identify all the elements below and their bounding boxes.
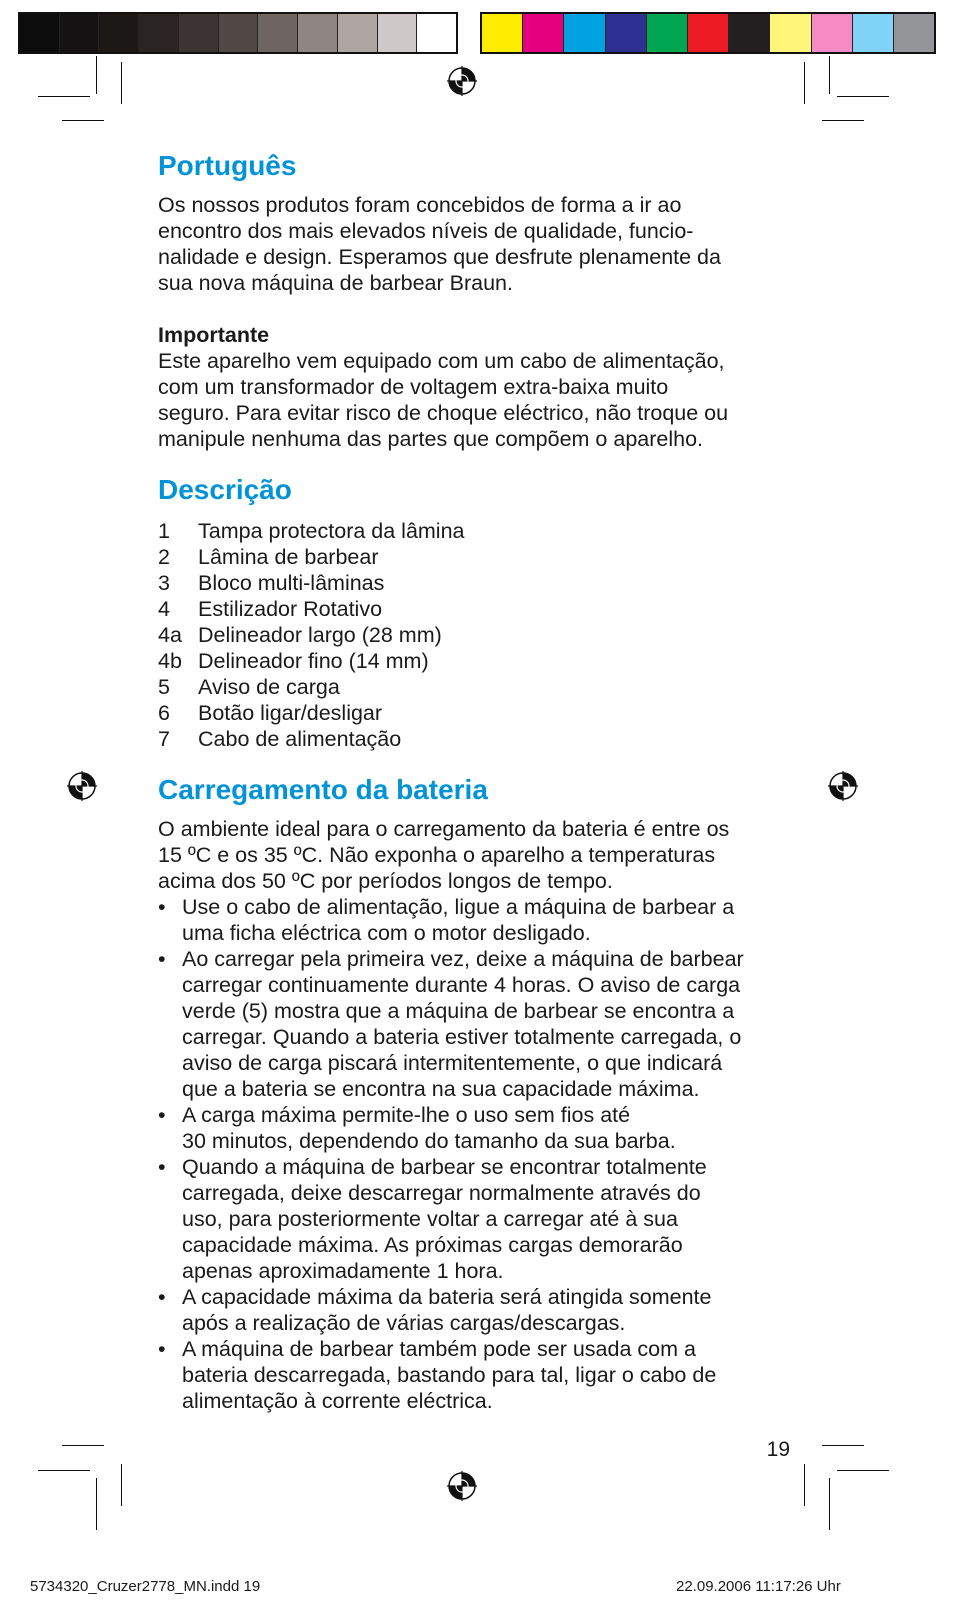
bullet-text	[182, 894, 734, 946]
list-item	[158, 622, 798, 648]
footer-timestamp: 22.09.2006 11:17:26 Uhr	[676, 1578, 841, 1595]
important-label: Importante	[158, 323, 270, 347]
text-line: Use o cabo de alimentação, ligue a máquina de barbear a	[182, 895, 735, 919]
swatch	[417, 14, 456, 52]
list-item-text: Aviso de carga	[198, 675, 340, 699]
bullet-item	[158, 894, 798, 946]
charging-bullet-list	[158, 894, 798, 1414]
swatch	[729, 14, 770, 52]
bullet-icon: •	[158, 895, 166, 919]
crop-mark	[804, 62, 805, 104]
list-item-number: 7	[158, 727, 170, 751]
text-line: O ambiente ideal para o carregamento da bateria é entre os	[158, 817, 730, 841]
text-line: nalidade e design. Esperamos que desfrute plenamente da	[158, 245, 721, 269]
registration-mark-icon	[447, 66, 477, 96]
text-line: acima dos 50 ºC por períodos longos de tempo.	[158, 869, 613, 893]
text-line: carregada, deixe descarregar normalmente através do	[182, 1181, 701, 1205]
list-item-text: Botão ligar/desligar	[198, 701, 383, 725]
swatch	[770, 14, 811, 52]
bullet-item	[158, 946, 798, 1102]
crop-mark	[822, 1445, 864, 1446]
bullet-icon: •	[158, 1155, 166, 1179]
text-line: bateria descarregada, bastando para tal, ligar o cabo de	[182, 1363, 717, 1387]
swatch	[647, 14, 688, 52]
text-line: sua nova máquina de barbear Braun.	[158, 271, 513, 295]
crop-mark	[837, 1470, 889, 1471]
crop-mark	[829, 1478, 830, 1530]
list-item	[158, 700, 798, 726]
swatch	[20, 14, 60, 52]
list-item-number: 6	[158, 701, 170, 725]
crop-mark	[829, 56, 830, 94]
text-line: verde (5) mostra que a máquina de barbear se encontra a	[182, 999, 735, 1023]
bullet-text	[182, 946, 744, 1102]
swatch	[60, 14, 100, 52]
swatch	[482, 14, 523, 52]
bullet-text	[182, 1284, 711, 1336]
bullet-item	[158, 1284, 798, 1336]
swatch	[523, 14, 564, 52]
crop-mark	[837, 96, 889, 97]
list-item	[158, 570, 798, 596]
crop-mark	[121, 62, 122, 104]
bullet-icon: •	[158, 1337, 166, 1361]
bullet-icon: •	[158, 947, 166, 971]
list-item-text: Cabo de alimentação	[198, 727, 402, 751]
page-number: 19	[766, 1438, 790, 1461]
swatch	[812, 14, 853, 52]
text-line: A carga máxima permite-lhe o uso sem fios até	[182, 1103, 631, 1127]
list-item	[158, 674, 798, 700]
text-line: Este aparelho vem equipado com um cabo de alimentação,	[158, 349, 725, 373]
swatch	[99, 14, 139, 52]
list-item-text: Delineador largo (28 mm)	[198, 623, 442, 647]
text-line: manipule nenhuma das partes que compõem o aparelho.	[158, 427, 704, 451]
crop-mark	[62, 1445, 104, 1446]
swatch	[338, 14, 378, 52]
text-line: carregar. Quando a bateria estiver totalmente carregada, o	[182, 1025, 742, 1049]
list-item-number: 5	[158, 675, 170, 699]
text-line: com um transformador de voltagem extra-baixa muito	[158, 375, 669, 399]
list-item	[158, 648, 798, 674]
bullet-text	[182, 1102, 676, 1154]
text-line: A capacidade máxima da bateria será atingida somente	[182, 1285, 712, 1309]
bullet-text	[182, 1154, 707, 1284]
swatch	[139, 14, 179, 52]
text-line: 15 ºC e os 35 ºC. Não exponha o aparelho a temperaturas	[158, 843, 716, 867]
swatch	[298, 14, 338, 52]
bullet-item	[158, 1154, 798, 1284]
text-line: que a bateria se encontra na sua capacidade máxima.	[182, 1077, 700, 1101]
text-line: Os nossos produtos foram concebidos de forma a ir ao	[158, 193, 682, 217]
bullet-icon: •	[158, 1285, 166, 1309]
text-line: carregar continuamente durante 4 horas. O aviso de carga	[182, 973, 741, 997]
list-item	[158, 518, 798, 544]
text-line: após a realização de várias cargas/descargas.	[182, 1311, 626, 1335]
text-line: Quando a máquina de barbear se encontrar totalmente	[182, 1155, 707, 1179]
list-item-text: Estilizador Rotativo	[198, 597, 383, 621]
list-item-number: 4b	[158, 649, 182, 673]
page-content	[158, 148, 798, 1414]
crop-mark	[804, 1464, 805, 1506]
list-item-text: Lâmina de barbear	[198, 545, 379, 569]
parts-list	[158, 518, 798, 752]
section-heading-portugues: Português	[158, 150, 297, 181]
swatch	[219, 14, 259, 52]
list-item	[158, 544, 798, 570]
important-block	[158, 322, 798, 452]
swatch	[853, 14, 894, 52]
swatch	[378, 14, 418, 52]
list-item-number: 4	[158, 597, 170, 621]
crop-mark	[62, 120, 104, 121]
grayscale-calibration-bar	[18, 12, 458, 54]
text-line: 30 minutos, dependendo do tamanho da sua barba.	[182, 1129, 676, 1153]
bullet-icon: •	[158, 1103, 166, 1127]
color-calibration-bar	[480, 12, 936, 54]
swatch	[894, 14, 934, 52]
swatch	[606, 14, 647, 52]
bullet-text	[182, 1336, 716, 1414]
footer-filename: 5734320_Cruzer2778_MN.indd 19	[30, 1578, 261, 1595]
registration-mark-icon	[67, 771, 97, 801]
swatch	[258, 14, 298, 52]
text-line: A máquina de barbear também pode ser usada com a	[182, 1337, 696, 1361]
list-item-number: 1	[158, 519, 170, 543]
text-line: encontro dos mais elevados níveis de qualidade, funcio-	[158, 219, 694, 243]
swatch	[688, 14, 729, 52]
text-line: alimentação à corrente eléctrica.	[182, 1389, 493, 1413]
charging-intro	[158, 816, 798, 894]
crop-mark	[96, 56, 97, 94]
crop-mark	[38, 96, 90, 97]
list-item-text: Delineador fino (14 mm)	[198, 649, 429, 673]
bullet-item	[158, 1336, 798, 1414]
text-line: uma ficha eléctrica com o motor desligado.	[182, 921, 591, 945]
section-heading-carregamento: Carregamento da bateria	[158, 774, 488, 805]
swatch	[564, 14, 605, 52]
text-line: Ao carregar pela primeira vez, deixe a máquina de barbear	[182, 947, 744, 971]
list-item-text: Tampa protectora da lâmina	[198, 519, 465, 543]
section-heading-descricao: Descrição	[158, 474, 292, 505]
list-item-number: 3	[158, 571, 170, 595]
text-line: capacidade máxima. As próximas cargas demorarão	[182, 1233, 683, 1257]
intro-paragraph	[158, 192, 798, 296]
list-item	[158, 596, 798, 622]
list-item	[158, 726, 798, 752]
text-line: seguro. Para evitar risco de choque eléctrico, não troque ou	[158, 401, 729, 425]
text-line: apenas aproximadamente 1 hora.	[182, 1259, 504, 1283]
crop-mark	[38, 1470, 90, 1471]
list-item-number: 4a	[158, 623, 182, 647]
list-item-text: Bloco multi-lâminas	[198, 571, 385, 595]
text-line: uso, para posteriormente voltar a carregar até à sua	[182, 1207, 678, 1231]
crop-mark	[822, 120, 864, 121]
crop-mark	[121, 1464, 122, 1506]
registration-mark-icon	[828, 771, 858, 801]
swatch	[179, 14, 219, 52]
bullet-item	[158, 1102, 798, 1154]
list-item-number: 2	[158, 545, 170, 569]
crop-mark	[96, 1478, 97, 1530]
text-line: aviso de carga piscará intermitentemente, o que indicará	[182, 1051, 723, 1075]
registration-mark-icon	[447, 1471, 477, 1501]
